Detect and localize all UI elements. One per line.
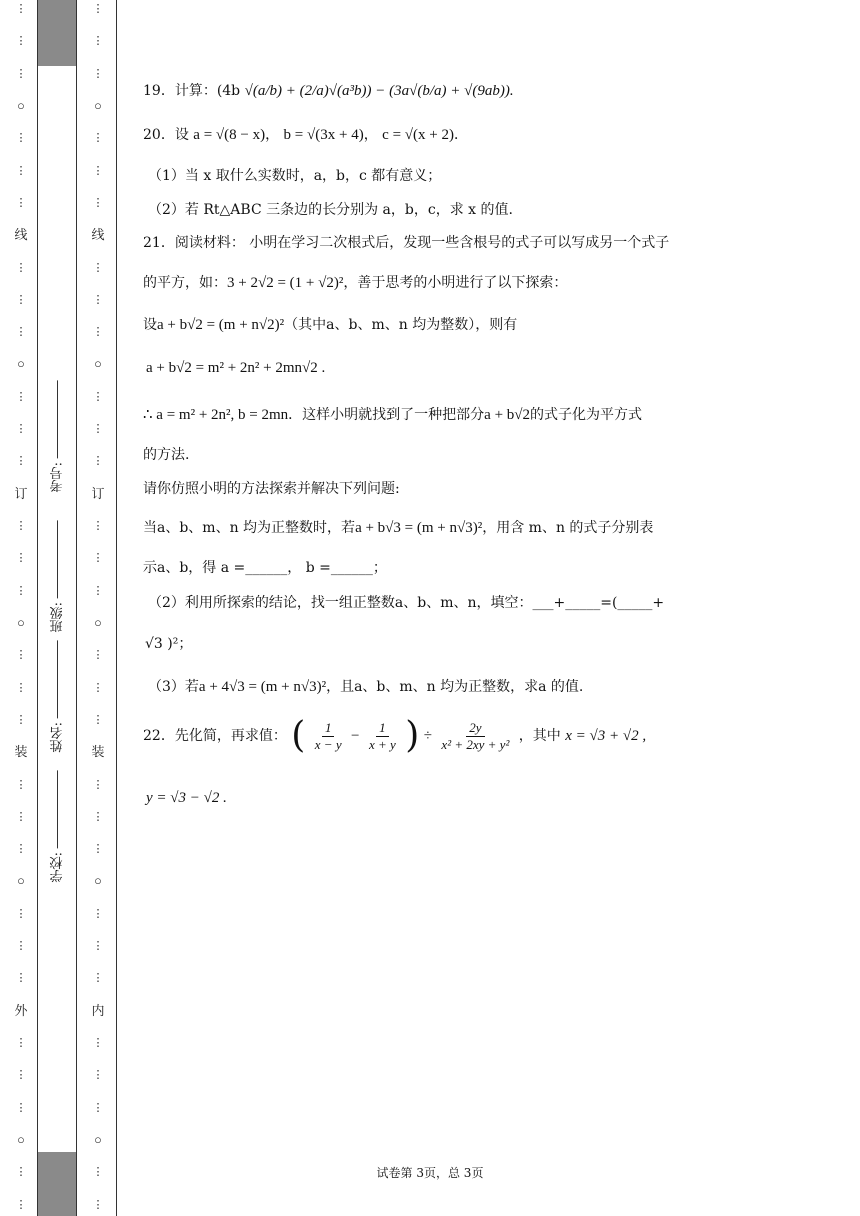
- binding-circle: ○: [17, 357, 25, 373]
- binding-mark-xian: 线: [91, 228, 105, 244]
- q20-b-definition: b = √(3x + 4): [283, 127, 364, 143]
- binding-mark-ding: 订: [91, 486, 105, 502]
- page-footer: 试卷第 3页，总 3页: [376, 1166, 484, 1180]
- q21-line-5-text: ．这样小明就找到了一种把部分: [288, 407, 485, 423]
- exam-number-label: 考号:: [50, 462, 66, 493]
- binding-mark-nei: 内: [91, 1003, 105, 1019]
- exam-number-field[interactable]: [40, 380, 76, 492]
- q20-a-definition: a = √(8 − x): [193, 127, 266, 143]
- q21-line-4: [146, 360, 325, 377]
- question-19: [143, 80, 514, 100]
- binding-mark-ding: 订: [14, 486, 28, 502]
- q21-line-12-suffix: ，且a、b、m、n 均为正整数，求a 的值.: [326, 679, 584, 695]
- q21-line-2-suffix: ，善于思考的小明进行了以下探索：: [343, 275, 568, 291]
- binding-circle: ○: [17, 615, 25, 631]
- q19-expression: √(a/b) + (2/a)√(a³b)) − (3a√(b/a) + √(9ab)).: [244, 83, 514, 99]
- binding-mark-xian: 线: [14, 228, 28, 244]
- q21-line-8-prefix: 当a、b、m、n 均为正整数时，若: [143, 520, 356, 536]
- class-field[interactable]: [40, 520, 76, 632]
- q22-where: ，其中: [518, 728, 561, 744]
- q21-line-5-end: 的式子化为平方式: [530, 407, 643, 423]
- q21-line-6: 的方法.: [143, 447, 190, 463]
- shade-block-bottom: [38, 1152, 76, 1216]
- right-paren: ): [405, 715, 420, 756]
- q21-part1-equation: a + b√3 = (m + n√3)²: [355, 520, 483, 536]
- q20-part-2: （2）若 Rt△ABC 三条边的长分别为 a，b，c，求 x 的值.: [148, 202, 513, 218]
- name-label: 姓名:: [50, 722, 66, 753]
- left-paren: (: [291, 715, 306, 756]
- binding-circle: ○: [17, 874, 25, 890]
- q22-x-value: x = √3 + √2 ,: [565, 728, 647, 744]
- q21-example-equation: 3 + 2√2 = (1 + √2)²: [227, 275, 344, 291]
- q21-line-3: [143, 314, 517, 334]
- binding-mark-zhuang: 装: [14, 745, 28, 761]
- division-sign: ÷: [423, 728, 432, 744]
- binding-circle: ○: [94, 98, 102, 114]
- q22-fraction-3: $\frac{2y}{\text{x² + 2xy + y²}}$: [441, 719, 510, 752]
- q21-line-8: [143, 517, 653, 537]
- name-field[interactable]: [40, 640, 76, 752]
- inner-binding-column: ⋮ ⋮ ⋮ ○ ⋮ ⋮ ⋮ 线 ⋮ ⋮ ⋮ ○ ⋮ ⋮ ⋮ 订 ⋮ ⋮ ⋮ ○ ⋮ ⋮ ⋮ 装 ⋮ ⋮ ⋮ ○ ⋮ ⋮ ⋮ 内 ⋮ ⋮ ⋮ ○ ⋮ ⋮: [91, 4, 105, 1212]
- q22-fraction-2: $\frac{1}{x + y}$: [368, 719, 396, 752]
- q21-line-12: [148, 676, 583, 696]
- q20-stem: 20．设: [143, 127, 189, 143]
- q21-assumption-equation: a + b√2 = (m + n√2)²: [157, 317, 285, 333]
- question-22: 22．先化简，再求值： ( $\frac{1}{x - y}$ − $\frac{1}{x + y}$ ) ÷ $\frac{2y}{\text{x² + 2xy + y²}}$ ，其中 x = √3 + √2 ,: [143, 715, 647, 756]
- class-label: 班级:: [50, 602, 66, 633]
- q21-result-equation: ∴ a = m² + 2n², b = 2mn: [143, 407, 289, 423]
- binding-circle: ○: [17, 98, 25, 114]
- shade-block-top: [38, 0, 76, 66]
- q21-line-2: [143, 272, 567, 292]
- school-label: 学校:: [50, 852, 66, 883]
- q21-line-8-suffix: ，用含 m、n 的式子分别表: [482, 520, 654, 536]
- school-field[interactable]: [40, 770, 76, 882]
- q21-line-3-prefix: 设: [143, 317, 157, 333]
- binding-mark-wai: 外: [14, 1003, 28, 1019]
- q20-part-1: （1）当 x 取什么实数时，a，b，c 都有意义；: [148, 168, 442, 184]
- binding-circle: ○: [94, 357, 102, 373]
- q22-y-value: y = √3 − √2 .: [146, 790, 227, 806]
- q21-term: a + b√2: [484, 407, 531, 423]
- student-info-strip: [37, 0, 77, 1216]
- q21-line-11: √3 )²；: [145, 636, 193, 652]
- q21-line-3-suffix: （其中a、b、m、n 均为整数），则有: [284, 317, 518, 333]
- q21-line-2-prefix: 的平方，如：: [143, 275, 227, 291]
- q21-line-10: （2）利用所探索的结论，找一组正整数a、b、m、n，填空：___+_____=(_____+: [148, 595, 665, 611]
- binding-circle: ○: [94, 615, 102, 631]
- binding-circle: ○: [94, 1132, 102, 1148]
- q21-line-5: [143, 404, 642, 424]
- binding-circle: ○: [17, 1132, 25, 1148]
- q22-fraction-1: $\frac{1}{x - y}$: [314, 719, 342, 752]
- q21-line-9: 示a、b，得 a =______， b =______；: [143, 560, 387, 576]
- q21-line-7: 请你仿照小明的方法探索并解决下列问题:: [143, 481, 400, 497]
- binding-circle: ○: [94, 874, 102, 890]
- q22-stem: 22．先化简，再求值：: [143, 728, 287, 744]
- margin-rule: [116, 0, 117, 1216]
- q21-part3-equation: a + 4√3 = (m + n√3)²: [198, 679, 327, 695]
- question-20: 20．设 a = √(8 − x)， b = √(3x + 4)， c = √(x + 2)．: [143, 127, 468, 143]
- outer-binding-column: ⋮ ⋮ ⋮ ○ ⋮ ⋮ ⋮ 线 ⋮ ⋮ ⋮ ○ ⋮ ⋮ ⋮ 订 ⋮ ⋮ ⋮ ○ ⋮ ⋮ ⋮ 装 ⋮ ⋮ ⋮ ○ ⋮ ⋮ ⋮ 外 ⋮ ⋮ ⋮ ○ ⋮ ⋮: [14, 4, 28, 1212]
- q21-expansion-equation: a + b√2 = m² + 2n² + 2mn√2 .: [146, 360, 326, 376]
- binding-mark-zhuang: 装: [91, 745, 105, 761]
- q22-y-line: [146, 790, 227, 807]
- q21-line-1: 21．阅读材料： 小明在学习二次根式后，发现一些含根号的式子可以写成另一个式子: [143, 235, 670, 251]
- q21-line-12-prefix: （3）若: [148, 679, 199, 695]
- q19-label: 19．计算：(4b: [143, 83, 241, 99]
- q20-c-definition: c = √(x + 2): [382, 127, 454, 143]
